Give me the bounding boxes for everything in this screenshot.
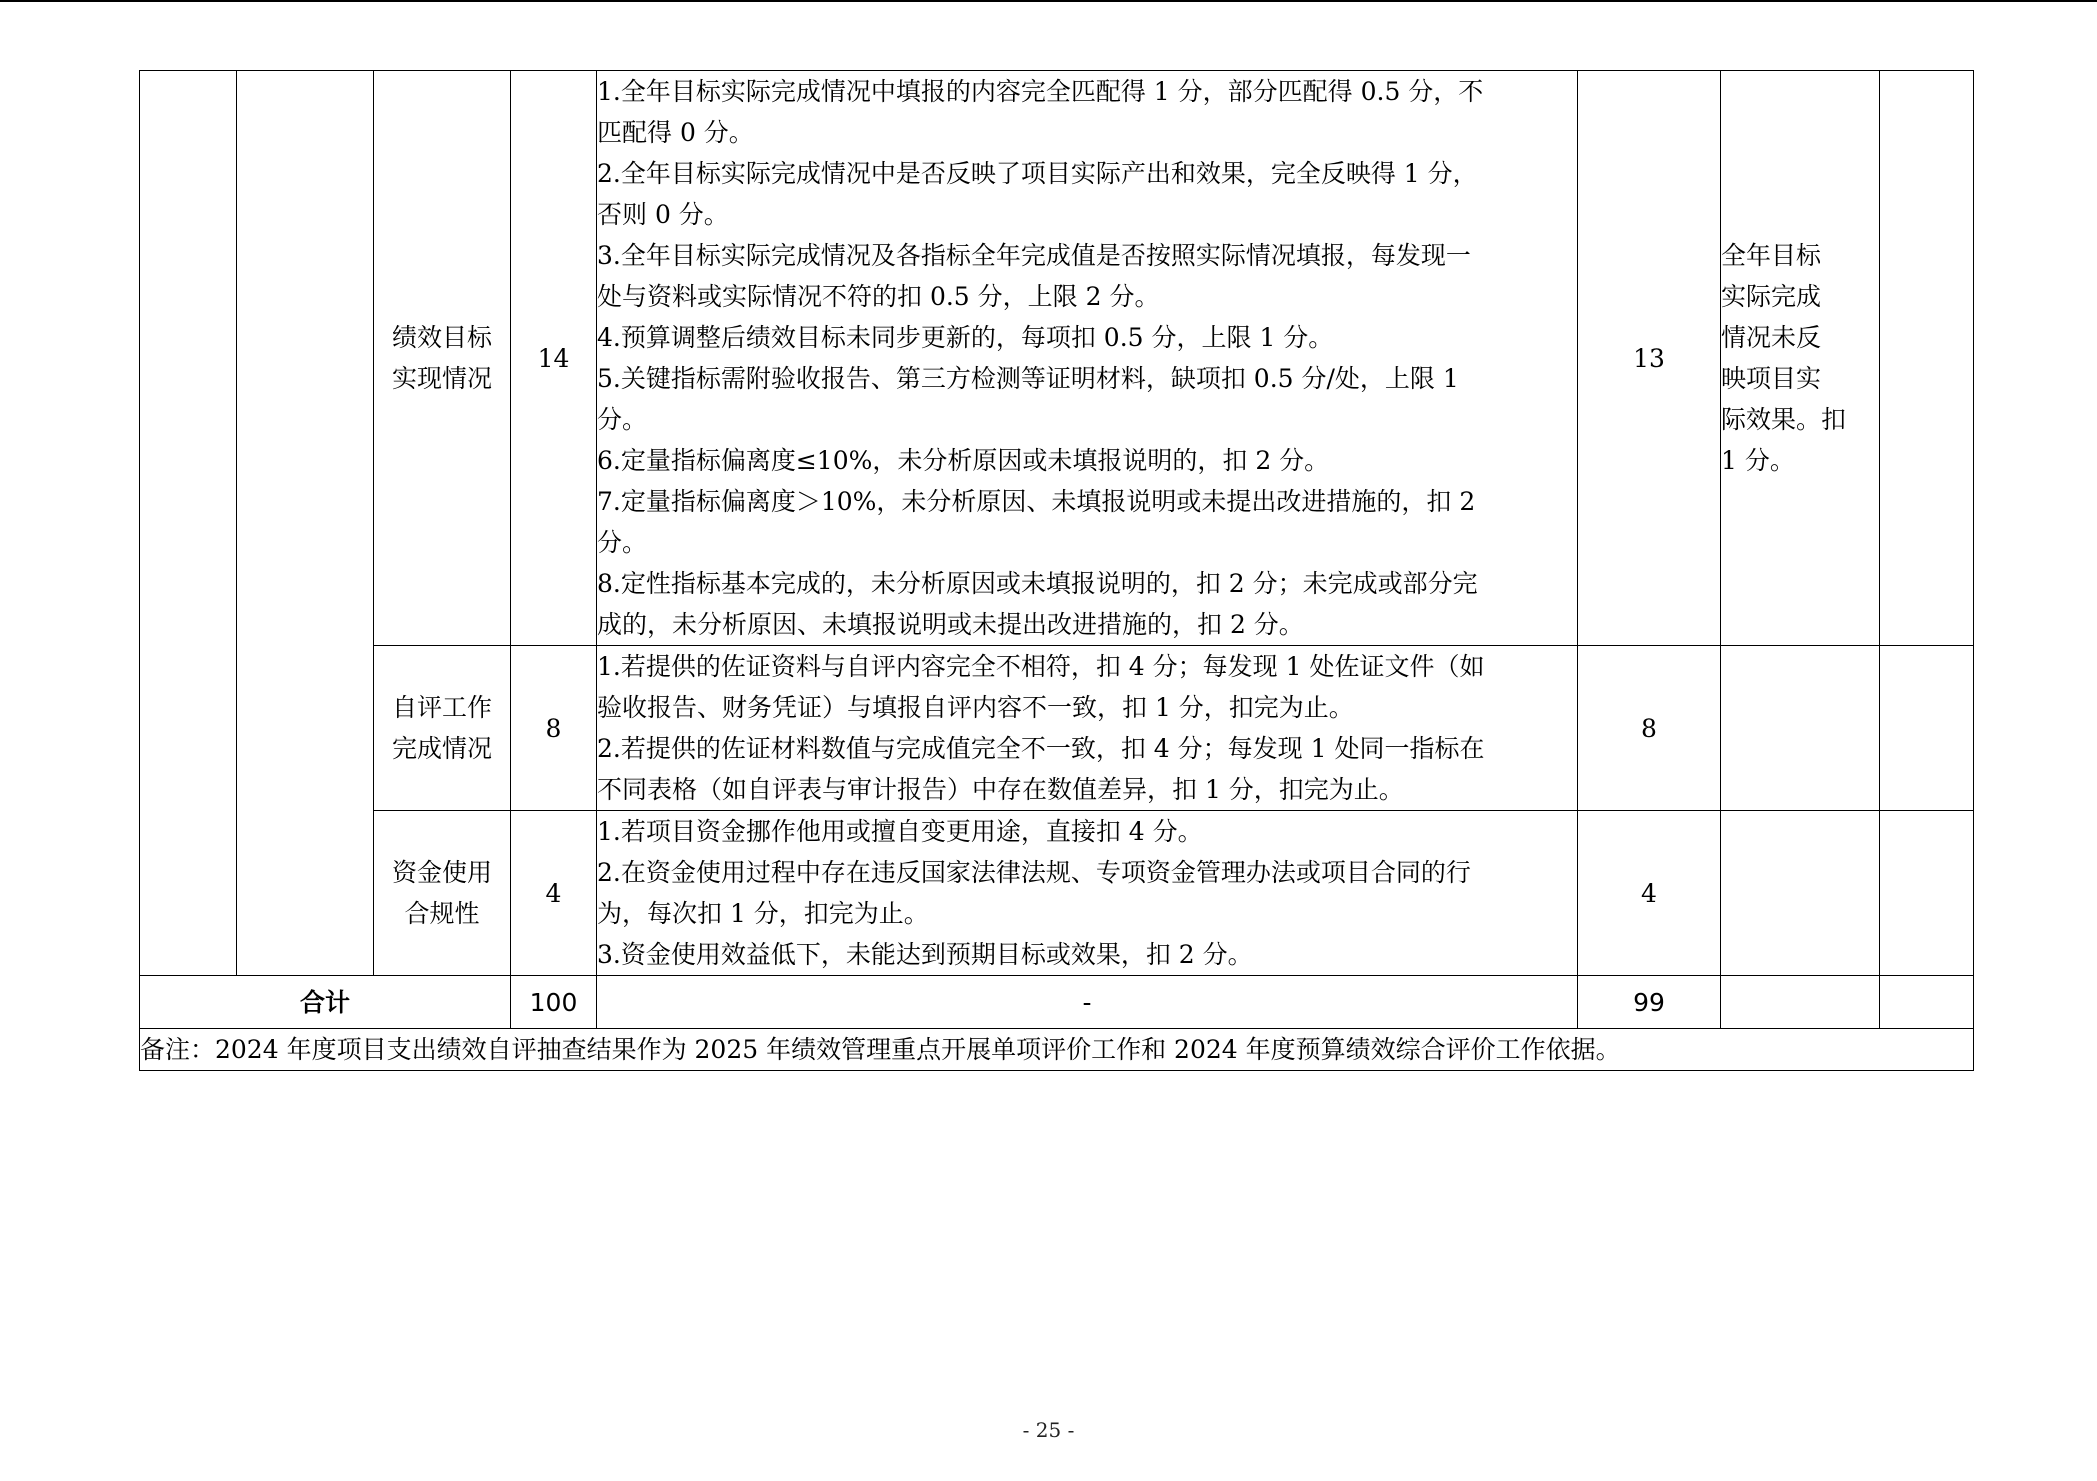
note-line: 全年目标	[1721, 241, 1822, 270]
criteria-cell	[597, 71, 1578, 646]
indicator-name-line: 完成情况	[391, 734, 492, 763]
extra-cell	[1880, 71, 1974, 646]
table-row	[140, 811, 1974, 976]
total-note-cell	[1721, 976, 1880, 1029]
criteria-line: 分。	[597, 528, 648, 557]
deduction-note-cell	[1721, 811, 1880, 976]
indicator-name-line: 实现情况	[391, 364, 492, 393]
criteria-line: 6.定量指标偏离度≤10%，未分析原因或未填报说明的，扣 2 分。	[597, 446, 1330, 475]
self-score-cell: 4	[1578, 811, 1721, 976]
self-score-cell: 8	[1578, 646, 1721, 811]
deduction-note-cell	[1721, 71, 1880, 646]
total-label: 合计	[140, 976, 511, 1029]
remarks-text: 备注：2024 年度项目支出绩效自评抽查结果作为 2025 年绩效管理重点开展单项评价工作和 2024 年度预算绩效综合评价工作依据。	[140, 1029, 1974, 1071]
performance-score-table	[139, 70, 1974, 1071]
top-border-line	[0, 0, 2097, 2]
criteria-line: 2.全年目标实际完成情况中是否反映了项目实际产出和效果，完全反映得 1 分，	[597, 159, 1478, 188]
indicator-name-line: 绩效目标	[391, 323, 492, 352]
deduction-note-cell	[1721, 646, 1880, 811]
indicator-name-cell	[374, 71, 511, 646]
note-line: 实际完成	[1721, 282, 1822, 311]
extra-cell	[1880, 646, 1974, 811]
note-line: 映项目实	[1721, 364, 1822, 393]
criteria-line: 2.若提供的佐证材料数值与完成值完全不一致，扣 4 分；每发现 1 处同一指标在	[597, 734, 1485, 763]
category-cell-level2	[237, 71, 374, 976]
criteria-line: 2.在资金使用过程中存在违反国家法律法规、专项资金管理办法或项目合同的行	[597, 858, 1471, 887]
indicator-weight-cell: 14	[511, 71, 597, 646]
note-line: 情况未反	[1721, 323, 1822, 352]
criteria-line: 为，每次扣 1 分，扣完为止。	[597, 899, 929, 928]
indicator-name-cell	[374, 811, 511, 976]
criteria-line: 5.关键指标需附验收报告、第三方检测等证明材料，缺项扣 0.5 分/处，上限 1	[597, 364, 1459, 393]
extra-cell	[1880, 811, 1974, 976]
indicator-name-line: 资金使用	[391, 858, 492, 887]
criteria-line: 验收报告、财务凭证）与填报自评内容不一致，扣 1 分，扣完为止。	[597, 693, 1354, 722]
page-number: - 25 -	[1022, 1418, 1075, 1442]
criteria-line: 1.全年目标实际完成情况中填报的内容完全匹配得 1 分，部分匹配得 0.5 分，不	[597, 77, 1484, 106]
criteria-line: 7.定量指标偏离度＞10%，未分析原因、未填报说明或未提出改进措施的，扣 2	[597, 487, 1476, 516]
criteria-line: 分。	[597, 405, 648, 434]
total-extra-cell	[1880, 976, 1974, 1029]
remarks-row	[140, 1029, 1974, 1071]
criteria-cell	[597, 646, 1578, 811]
total-row	[140, 976, 1974, 1029]
criteria-line: 处与资料或实际情况不符的扣 0.5 分，上限 2 分。	[597, 282, 1160, 311]
criteria-line: 成的，未分析原因、未填报说明或未提出改进措施的，扣 2 分。	[597, 610, 1304, 639]
criteria-line: 4.预算调整后绩效目标未同步更新的，每项扣 0.5 分，上限 1 分。	[597, 323, 1334, 352]
self-score-cell: 13	[1578, 71, 1721, 646]
criteria-line: 3.资金使用效益低下，未能达到预期目标或效果，扣 2 分。	[597, 940, 1253, 969]
criteria-line: 不同表格（如自评表与审计报告）中存在数值差异，扣 1 分，扣完为止。	[597, 775, 1404, 804]
criteria-line: 1.若提供的佐证资料与自评内容完全不相符，扣 4 分；每发现 1 处佐证文件（如	[597, 652, 1485, 681]
total-weight: 100	[511, 976, 597, 1029]
criteria-line: 3.全年目标实际完成情况及各指标全年完成值是否按照实际情况填报，每发现一	[597, 241, 1471, 270]
criteria-line: 1.若项目资金挪作他用或擅自变更用途，直接扣 4 分。	[597, 817, 1203, 846]
criteria-cell	[597, 811, 1578, 976]
category-cell-level1	[140, 71, 237, 976]
note-line: 际效果。扣	[1721, 405, 1847, 434]
criteria-line: 8.定性指标基本完成的，未分析原因或未填报说明的，扣 2 分；未完成或部分完	[597, 569, 1478, 598]
indicator-name-cell	[374, 646, 511, 811]
indicator-weight-cell: 8	[511, 646, 597, 811]
criteria-line: 匹配得 0 分。	[597, 118, 754, 147]
table-row	[140, 71, 1974, 646]
total-criteria-dash: -	[597, 976, 1578, 1029]
note-line: 1 分。	[1721, 446, 1795, 475]
indicator-weight-cell: 4	[511, 811, 597, 976]
indicator-name-line: 合规性	[404, 899, 480, 928]
table-row	[140, 646, 1974, 811]
total-score: 99	[1578, 976, 1721, 1029]
criteria-line: 否则 0 分。	[597, 200, 729, 229]
indicator-name-line: 自评工作	[391, 693, 492, 722]
